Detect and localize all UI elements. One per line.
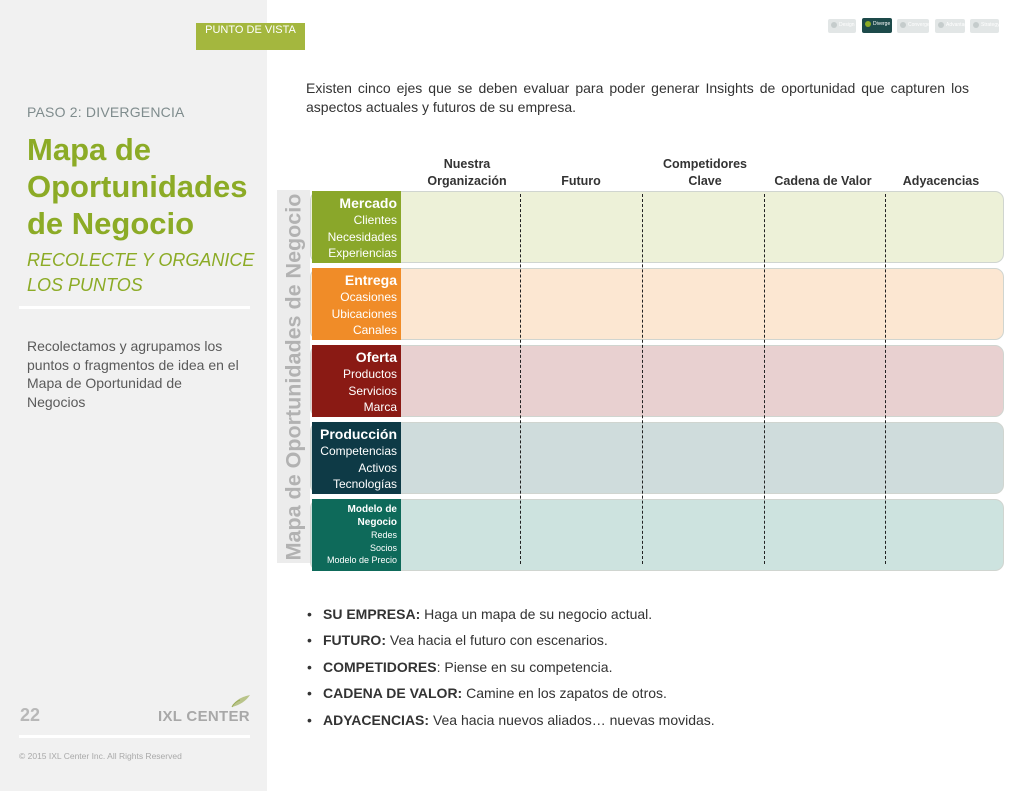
row-item: Experiencias (328, 246, 397, 260)
nav-advantage-button[interactable]: Advantage (935, 19, 965, 33)
viewpoint-badge: PUNTO DE VISTA (196, 23, 305, 50)
page-number: 22 (20, 705, 41, 725)
intro-text: Existen cinco ejes que se deben evaluar para poder generar Insights de oportunidad que capturen los aspectos actuales y futuros de su empresa. (306, 80, 969, 115)
row-band-modelo (310, 499, 1004, 571)
list-item: • SU EMPRESA: Haga un mapa de su negocio actual. (307, 603, 715, 629)
list-item: • ADYACENCIAS: Vea hacia nuevos aliados… nuevas movidas. (307, 709, 715, 735)
logo-text: IXL CENTER (158, 708, 250, 725)
row-title: Entrega (344, 272, 397, 288)
bullet-icon: • (307, 606, 312, 622)
key-points-list (307, 603, 715, 735)
page-subtitle: RECOLECTE Y ORGANICE LOS PUNTOS (27, 250, 255, 295)
row-item: Ubicaciones (331, 306, 397, 321)
sidebar-divider (19, 306, 250, 309)
nav-converge-button[interactable]: Converge (897, 19, 929, 33)
row-band-oferta (310, 345, 1004, 417)
row-item: Servicios (348, 383, 397, 398)
row-item: Marca (363, 400, 397, 414)
row-item: Socios (369, 542, 397, 553)
column-divider (885, 194, 886, 564)
row-tab-entrega (312, 268, 401, 340)
row-item: Ocasiones (340, 290, 397, 304)
step-icon (938, 22, 944, 28)
bullet-icon: • (307, 711, 312, 728)
column-header-futuro: Futuro (561, 174, 601, 188)
company-logo (158, 693, 252, 725)
column-divider (642, 194, 643, 564)
row-item: Canales (352, 323, 397, 337)
sidebar (0, 0, 267, 791)
step-label: PASO 2: DIVERGENCIA (27, 104, 185, 120)
row-item: Competencias (320, 444, 397, 458)
column-divider (520, 194, 521, 564)
column-divider (764, 194, 765, 564)
step-icon (831, 22, 837, 28)
page-title: Mapa de Oportunidades de Negocio (27, 132, 248, 241)
row-title: Modelo de Negocio (347, 504, 397, 528)
list-item: • CADENA DE VALOR: Camine en los zapatos de otros. (307, 682, 715, 708)
row-tab-modelo (312, 499, 401, 571)
row-item: Productos (342, 367, 397, 381)
row-tab-mercado (312, 191, 401, 263)
row-band-produccion (310, 422, 1004, 494)
step-icon (865, 21, 871, 27)
nav-design-button[interactable]: Design (828, 19, 856, 33)
footer-divider (19, 735, 250, 738)
row-title: Producción (319, 426, 397, 442)
row-tab-produccion (312, 422, 401, 494)
column-header-competidores: Competidores Clave (662, 157, 748, 188)
row-band-mercado (310, 191, 1004, 263)
column-header-adyacencias: Adyacencias (902, 174, 980, 188)
row-band-entrega (310, 268, 1004, 340)
row-item: Tecnologías (332, 477, 397, 491)
nav-strategy-button[interactable]: Strategy (970, 19, 999, 33)
leaf-icon (230, 693, 252, 709)
row-tab-oferta (312, 345, 401, 417)
column-header-organizacion: Nuestra Organización (427, 157, 507, 188)
nav-diverge-button[interactable]: Diverge (862, 18, 892, 33)
row-title: Mercado (339, 195, 397, 211)
vertical-map-label: Mapa de Oportunidades de Negocio (281, 193, 306, 561)
row-item: Modelo de Precio (326, 555, 397, 565)
row-title: Oferta (355, 349, 397, 365)
list-item: • FUTURO: Vea hacia el futuro con escenarios. (307, 629, 715, 655)
step-icon (973, 22, 979, 28)
list-item: • COMPETIDORES: Piense en su competencia. (307, 656, 715, 682)
bullet-icon: • (307, 632, 312, 649)
copyright: © 2015 IXL Center Inc. All Rights Reserved (19, 751, 182, 761)
bullet-icon: • (307, 685, 312, 702)
bullet-icon: • (307, 658, 312, 675)
row-item: Activos (358, 460, 397, 475)
step-icon (900, 22, 906, 28)
row-item: Clientes (353, 213, 397, 227)
column-header-cadena: Cadena de Valor (774, 174, 872, 188)
row-item: Redes (370, 530, 397, 540)
sidebar-description: Recolectamos y agrupamos los puntos o fragmentos de idea en el Mapa de Oportunidad de Negocios (27, 338, 239, 410)
row-item: Necesidades (327, 229, 397, 244)
